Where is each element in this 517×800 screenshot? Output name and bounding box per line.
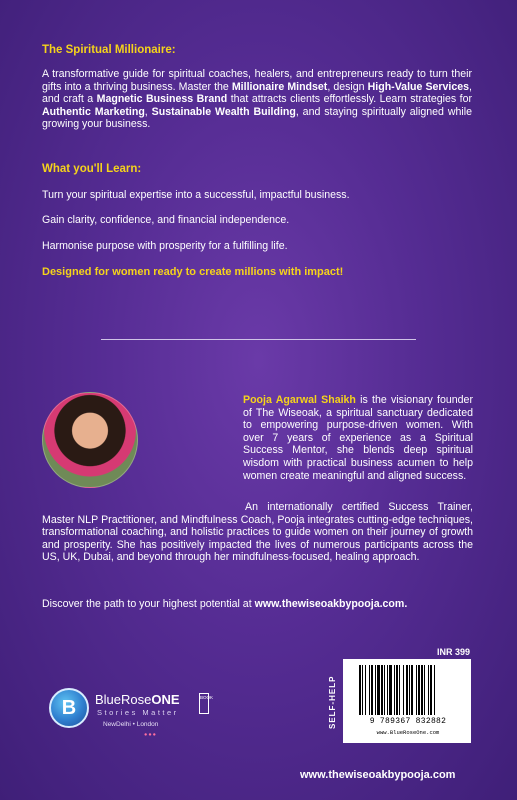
barcode-bar: [381, 665, 383, 715]
barcode-bar: [369, 665, 370, 715]
publisher-tagline: Stories Matter: [97, 708, 179, 717]
barcode-bar: [418, 665, 420, 715]
barcode-bar: [430, 665, 432, 715]
isbn-number: 9 789367 832882: [369, 717, 447, 726]
barcode-bar: [359, 665, 361, 715]
barcode-bar: [424, 665, 425, 715]
publisher-cities: NewDelhi • London: [103, 721, 159, 728]
barcode-icon: [359, 665, 465, 715]
learn-item: Harmonise purpose with prosperity for a fulfilling life.: [42, 240, 288, 252]
barcode-bar: [389, 665, 392, 715]
barcode-bar: [416, 665, 417, 715]
intro-bold-wealth: Sustainable Wealth Building: [151, 105, 296, 118]
author-photo: [42, 392, 138, 488]
publisher-b-icon: B: [49, 688, 89, 728]
barcode-bar: [406, 665, 408, 715]
publisher-logo: [49, 688, 239, 748]
intro-bold-millionaire-mindset: Millionaire Mindset: [231, 80, 328, 93]
intro-text: , design: [327, 80, 368, 93]
intro-text: , and staying spiritually aligned while growing your business.: [42, 105, 472, 131]
learn-title: What you'll Learn:: [42, 163, 142, 175]
author-bio-intro: [243, 394, 473, 482]
intro-bold-high-value-services: High-Value Services: [367, 80, 470, 93]
discover-line: [42, 598, 407, 610]
publisher-side-box: BOOK: [199, 693, 209, 714]
section-divider: [101, 339, 416, 340]
intro-text: A transformative guide for spiritual coaches, healers, and entrepreneurs ready to turn their gifts into a thriving business. Master the: [42, 68, 472, 93]
barcode-bar: [394, 665, 395, 715]
author-name: Pooja Agarwal Shaikh: [243, 394, 356, 406]
barcode-bar: [411, 665, 413, 715]
discover-text: Discover the path to your highest potential at: [42, 598, 255, 610]
barcode-bar: [371, 665, 373, 715]
learn-item: Gain clarity, confidence, and financial independence.: [42, 214, 290, 226]
barcode-url: www.BlueRoseOne.com: [376, 729, 440, 736]
barcode-bar: [421, 665, 423, 715]
intro-text: that attracts clients effortlessly. Learn strategies for: [227, 93, 473, 106]
barcode-bar: [428, 665, 429, 715]
isbn-barcode-box: [343, 659, 471, 743]
intro-text: , and craft a: [42, 80, 472, 106]
barcode-bar: [365, 665, 366, 715]
learn-item: Turn your spiritual expertise into a successful, impactful business.: [42, 189, 350, 201]
publisher-name-blue: BlueRose: [95, 692, 152, 707]
barcode-bar: [384, 665, 385, 715]
intro-title: The Spiritual Millionaire:: [42, 44, 176, 56]
genre-label: SELF-HELP: [328, 675, 337, 729]
social-media-icons: ●●●: [144, 732, 157, 738]
barcode-bar: [399, 665, 400, 715]
barcode-bar: [409, 665, 410, 715]
publisher-name-one: ONE: [151, 692, 180, 707]
intro-text: ,: [144, 105, 152, 118]
barcode-bar: [362, 665, 363, 715]
publisher-name: [95, 692, 180, 707]
barcode-bar: [375, 665, 376, 715]
footer-website-link[interactable]: www.thewiseoakbypooja.com: [300, 769, 456, 781]
tagline: Designed for women ready to create millions with impact!: [42, 266, 344, 278]
barcode-bar: [434, 665, 435, 715]
price-label: INR 399: [437, 647, 471, 657]
intro-bold-marketing: Authentic Marketing: [42, 105, 145, 118]
barcode-bar: [403, 665, 404, 715]
barcode-bar: [387, 665, 388, 715]
barcode-bar: [377, 665, 380, 715]
barcode-bar: [396, 665, 398, 715]
intro-paragraph: [42, 68, 472, 131]
discover-url-link[interactable]: www.thewiseoakbypooja.com.: [254, 598, 408, 610]
intro-bold-brand: Magnetic Business Brand: [96, 93, 228, 106]
author-bio-text: is the visionary founder of The Wiseoak, a spiritual sanctuary dedicated to empowering purpose-driven women. With over 7 years of experience as a Spiritual Success Mentor, she blends deep spiritual wisdom with practical business acumen to help women create meaningful and aligned success.: [243, 394, 473, 482]
author-bio-credentials: An internationally certified Success Trainer, Master NLP Practitioner, and Mindfulness Coach, Pooja integrates cutting-edge techniques, transformational coaching, and holistic practices to guide women on their journey of growth and prosperity. She has positively impacted the lives of numerous participants across the US, UK, Dubai, and beyond through her mindfulness-focused, healing approach.: [42, 501, 473, 564]
